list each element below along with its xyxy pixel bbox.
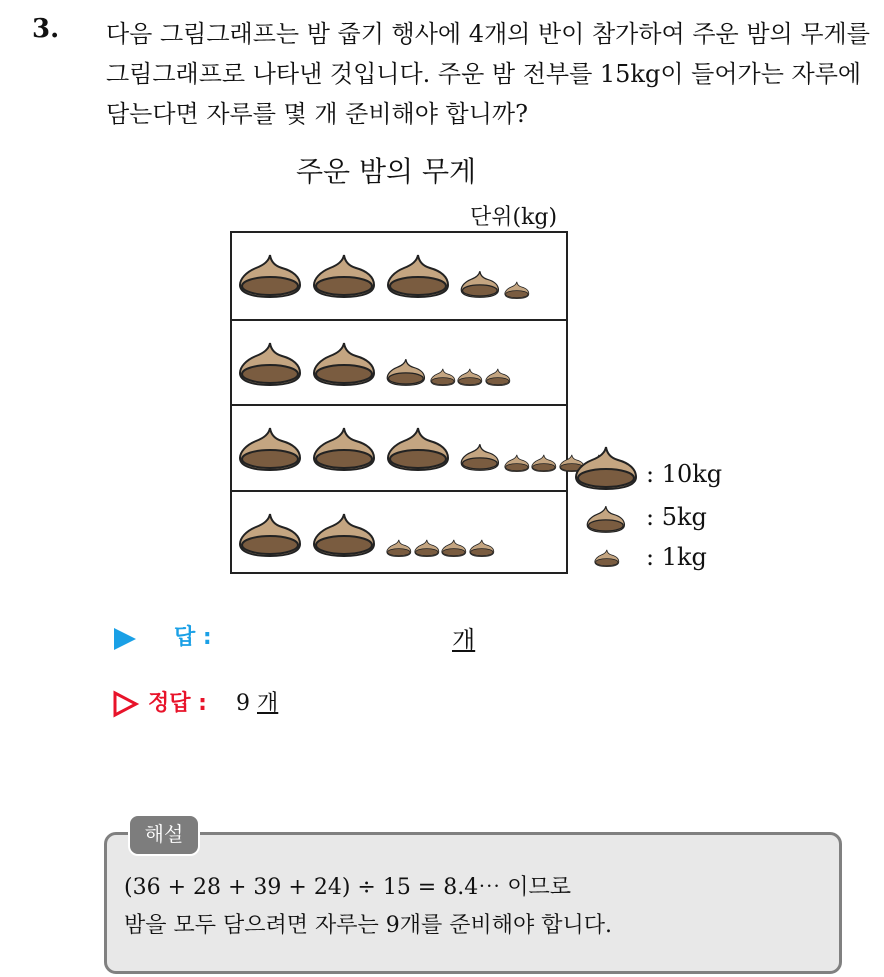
- answer-unit: 개: [452, 626, 476, 654]
- chestnut-small-icon: [594, 549, 620, 567]
- correct-value: 9: [236, 691, 250, 716]
- question-number: 3.: [32, 14, 60, 44]
- explanation-tag: 해설: [128, 814, 200, 856]
- answer-row: [112, 620, 612, 660]
- correct-label: 정답 :: [148, 691, 207, 716]
- pictograph-row: [232, 490, 566, 577]
- pictograph-row: [232, 233, 566, 318]
- pictograph-row: [232, 319, 566, 406]
- answer-label: 답 :: [174, 625, 212, 650]
- pictograph-title: 주운 밤의 무게: [296, 155, 477, 188]
- chestnut-medium-icon: [460, 443, 500, 472]
- pictograph-legend: [574, 445, 774, 585]
- chestnut-large-icon: [312, 426, 376, 472]
- correct-answer-row: [112, 686, 512, 726]
- chestnut-medium-icon: [460, 270, 500, 299]
- chestnut-large-icon: [238, 426, 302, 472]
- chestnut-large-icon: [386, 426, 450, 472]
- red-outline-triangle-icon: [112, 690, 140, 718]
- chestnut-large-icon: [386, 253, 450, 299]
- chestnut-small-icon: [485, 368, 511, 386]
- chestnut-small-icon: [469, 539, 495, 557]
- chestnut-large-icon: [312, 253, 376, 299]
- chestnut-small-icon: [531, 454, 557, 472]
- chestnut-small-icon: [386, 539, 412, 557]
- pictograph-table: [230, 231, 568, 574]
- chestnut-medium-icon: [386, 358, 426, 387]
- chestnut-small-icon: [414, 539, 440, 557]
- chestnut-small-icon: [457, 368, 483, 386]
- chestnut-small-icon: [504, 281, 530, 299]
- legend-label: : 1kg: [646, 543, 707, 571]
- legend-label: : 5kg: [646, 503, 707, 531]
- chestnut-large-icon: [238, 341, 302, 387]
- chestnut-large-icon: [238, 512, 302, 558]
- explanation-line-1: (36 + 28 + 39 + 24) ÷ 15 = 8.4⋯ 이므로: [124, 875, 571, 900]
- pictograph-row: [232, 404, 566, 491]
- chestnut-small-icon: [504, 454, 530, 472]
- legend-item: [574, 503, 774, 543]
- explanation-box: [104, 832, 842, 974]
- chestnut-large-icon: [574, 445, 638, 491]
- chestnut-medium-icon: [586, 505, 626, 534]
- chestnut-large-icon: [312, 512, 376, 558]
- legend-item: [574, 543, 774, 583]
- question-text: 다음 그림그래프는 밤 줍기 행사에 4개의 반이 참가하여 주운 밤의 무게를 그림그래프로 나타낸 것입니다. 주운 밤 전부를 15kg이 들어가는 자루에 담는다면 자루를 몇 개 준비해야 합니까?: [106, 20, 870, 128]
- unit-label: 단위(kg): [470, 205, 558, 230]
- blue-triangle-icon: [112, 626, 138, 652]
- correct-unit: 개: [257, 691, 279, 716]
- chestnut-large-icon: [312, 341, 376, 387]
- chestnut-small-icon: [441, 539, 467, 557]
- correct-value-wrap: [236, 686, 278, 717]
- legend-label: : 10kg: [646, 460, 723, 488]
- legend-item: [574, 445, 774, 488]
- chestnut-small-icon: [430, 368, 456, 386]
- explanation-line-2: 밤을 모두 담으려면 자루는 9개를 준비해야 합니다.: [124, 913, 612, 938]
- chestnut-large-icon: [238, 253, 302, 299]
